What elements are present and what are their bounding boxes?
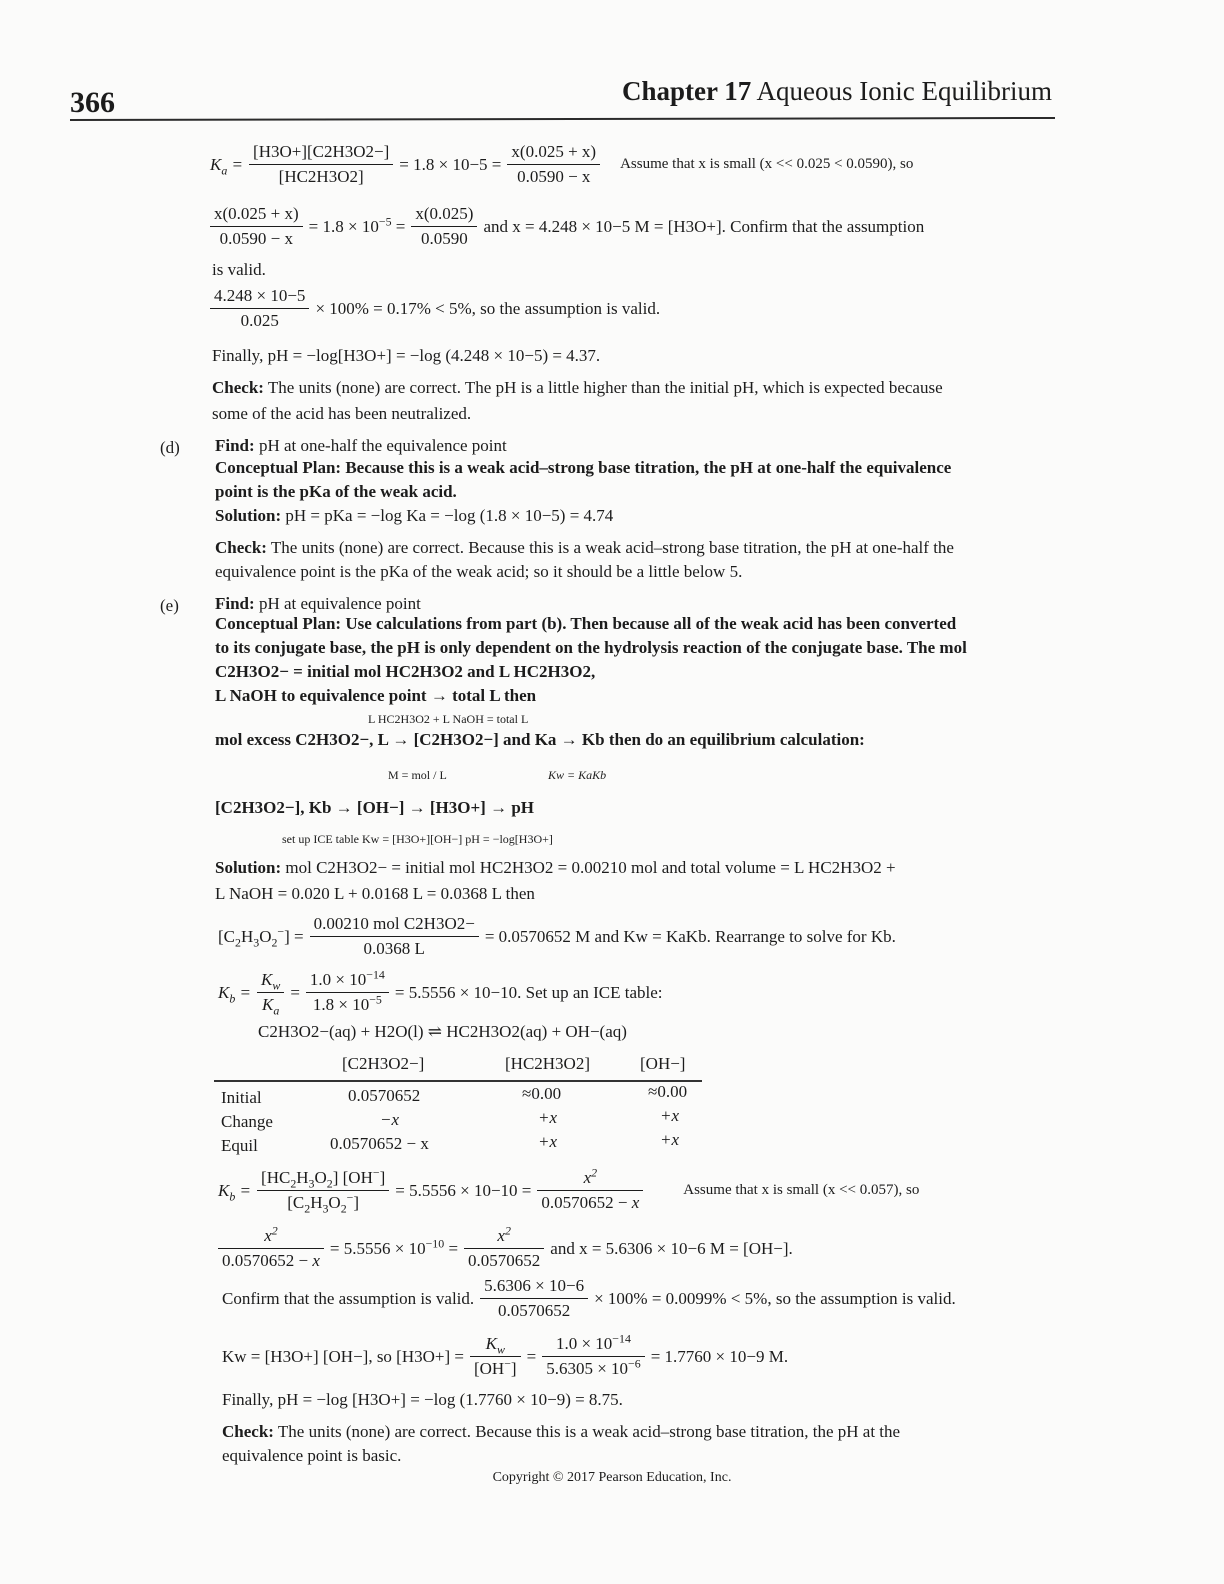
kb-simplified: $\frac{x^2}{0.0570652 - x}$ = $5.5556 \times 10^{-10}$ = $\frac{x^2}{0.0570652}$ and x = 5.6306 × 10−6 M = [OH−].: [218, 1226, 793, 1271]
check-e-line-2: equivalence point is basic.: [222, 1446, 402, 1465]
confirm-assumption-e: [222, 1276, 956, 1321]
plan-e-line-2: to its conjugate base, the pH is only dependent on the hydrolysis reaction of the conjugate base. The mol: [215, 638, 967, 657]
ice-header-acetic-acid: [HC2H3O2]: [505, 1054, 590, 1073]
is-valid-text: is valid.: [212, 260, 266, 279]
find-d: Find: pH at one-half the equivalence point: [215, 436, 507, 455]
plan-d-line-1: Conceptual Plan: Because this is a weak acid–strong base titration, the pH at one-half the equivalence: [215, 458, 952, 477]
ice-cell: +x: [660, 1130, 680, 1149]
ice-table-rule: [214, 1080, 702, 1082]
ka-equation: $K_a$ = $\frac{[H3O+][C2H3O2-]}{[HC2H3O2]}$ = 1.8 × 10−5 = $\frac{x(0.025 + x)}{0.0590 - x}$ Assume that x is small (x << 0.025 < 0.0590), so: [210, 142, 914, 186]
plan-e-note-2: set up ICE table Kw = [H3O+][OH−] pH = −log[H3O+]: [282, 832, 553, 846]
assumption-note-e: Assume that x is small (x << 0.057), so: [683, 1182, 920, 1198]
solution-e-line-1: Solution: mol C2H3O2− = initial mol HC2H3O2 = 0.00210 mol and total volume = L HC2H3O2 +: [215, 858, 896, 877]
chapter-label: Chapter 17: [622, 76, 752, 106]
check-c-line-1: Check: The units (none) are correct. The pH is a little higher than the initial pH, which is expected because: [212, 378, 943, 397]
conc-result: = 0.0570652 M and Kw = KaKb. Rearrange to solve for Kb.: [484, 926, 896, 946]
ice-cell: +x: [538, 1108, 558, 1127]
kb-expression: $K_b$ = $\frac{[HC_2H_3O_2] [OH^-]}{[C_2H_3O_2^-]}$ = 5.5556 × 10−10 = $\frac{x^2}{0.0570652 - x}$ Assume that x is small (x << 0.057), so: [218, 1165, 920, 1216]
ice-cell: ≈0.00: [522, 1084, 562, 1103]
check-result: × 100% = 0.17% < 5%, so the assumption is valid.: [315, 298, 661, 318]
part-d-label: (d): [160, 438, 180, 457]
part-e-label: (e): [160, 596, 179, 615]
check-denominator: 0.025: [240, 311, 279, 330]
confirm-label: Confirm that the assumption is valid.: [222, 1288, 475, 1308]
final-ph-e: Finally, pH = −log [H3O+] = −log (1.7760 × 10−9) = 8.75.: [222, 1390, 623, 1409]
ice-header-hydroxide: [OH−]: [640, 1054, 686, 1073]
x-result: and x = 4.248 × 10−5 M = [H3O+]. Confirm that the assumption: [483, 216, 925, 236]
kb-expr-result: = 5.5556 × 10−10 =: [395, 1180, 532, 1200]
check-d-line-1: Check: The units (none) are correct. Because this is a weak acid–strong base titration, the pH at one-half the: [215, 538, 954, 557]
find-e: Find: pH at equivalence point: [215, 594, 421, 613]
plan-d-line-2: point is the pKa of the weak acid.: [215, 482, 457, 501]
plan-e-note-kw: Kw = KaKb: [548, 768, 607, 782]
solution-e-line-2: L NaOH = 0.020 L + 0.0168 L = 0.0368 L then: [215, 884, 535, 903]
header-rule: [70, 117, 1055, 121]
ka-approx-numerator: x(0.025 + x): [507, 142, 600, 165]
ice-cell: +x: [660, 1106, 680, 1125]
plan-e-line-3: C2H3O2− = initial mol HC2H3O2 and L HC2H3O2,: [215, 662, 596, 681]
check-e-line-1: Check: The units (none) are correct. Because this is a weak acid–strong base titration, the pH at the: [222, 1422, 901, 1441]
kw-result: = 1.7760 × 10−9 M.: [650, 1346, 789, 1366]
plan-e-line-4: L NaOH to equivalence point → total L then: [215, 686, 537, 705]
confirm-numerator: 5.6306 × 10−6: [480, 1276, 588, 1299]
ice-cell: +x: [538, 1132, 558, 1151]
confirm-denominator: 0.0570652: [498, 1301, 571, 1320]
page-number: 366: [70, 86, 115, 119]
ice-cell: 0.0570652 − x: [330, 1134, 429, 1153]
approx-numerator-2: x(0.025 + x): [210, 204, 303, 227]
hydronium-equation: Kw = [H3O+] [OH−], so [H3O+] = $\frac{K_w}{[OH^-]}$ = $\frac{1.0 \times 10^{-14}}{5.6305 \times 10^{-6}}$ = 1.7760 × 10−9 M.: [222, 1331, 789, 1378]
hydrolysis-reaction: C2H3O2−(aq) + H2O(l) ⇌ HC2H3O2(aq) + OH−(aq): [258, 1022, 627, 1041]
chapter-heading: [622, 76, 1052, 107]
copyright-footer: Copyright © 2017 Pearson Education, Inc.: [492, 1470, 732, 1485]
simplified-denominator: 0.0590: [421, 229, 468, 248]
plan-e-line-6: [C2H3O2−], Kb → [OH−] → [H3O+] → pH: [215, 798, 534, 817]
ice-cell: ≈0.00: [648, 1082, 688, 1101]
solution-d: Solution: pH = pKa = −log Ka = −log (1.8 × 10−5) = 4.74: [215, 506, 614, 525]
ice-cell: 0.0570652: [348, 1086, 421, 1105]
conc-denominator: 0.0368 L: [363, 939, 425, 958]
kb-equation: $K_b$ = $\frac{K_w}{K_a}$ = $\frac{1.0 \times 10^{-14}}{1.8 \times 10^{-5}}$ = 5.5556 × 10−10. Set up an ICE table:: [218, 967, 663, 1018]
confirm-result: × 100% = 0.0099% < 5%, so the assumption is valid.: [594, 1288, 956, 1308]
kw-lead: Kw = [H3O+] [OH−], so [H3O+] =: [222, 1346, 464, 1366]
conc-numerator: 0.00210 mol C2H3O2−: [310, 914, 479, 937]
check-c-line-2: some of the acid has been neutralized.: [212, 404, 472, 423]
concentration-equation: $[C_2H_3O_2^-]$ = $\frac{\text{0.00210 mol C2H3O2−}}{0.0368 L}$ = 0.0570652 M and Kw = KaKb. Rearrange to solve for Kb.: [218, 914, 896, 958]
final-ph-c: Finally, pH = −log[H3O+] = −log (4.248 × 10−5) = 4.37.: [212, 346, 601, 365]
chapter-title: Aqueous Ionic Equilibrium: [756, 76, 1052, 106]
kb-result: = 5.5556 × 10−10. Set up an ICE table:: [394, 982, 663, 1002]
simplified-equation: $\frac{x(0.025 + x)}{0.0590 - x}$ = $1.8 \times 10^{-5}$ = $\frac{x(0.025)}{0.0590}$ and x = 4.248 × 10−5 M = [H3O+]. Confirm that the assumption: [210, 204, 924, 249]
plan-e-note-molarity: M = mol / L: [388, 768, 447, 782]
simplified-numerator: x(0.025): [411, 204, 477, 227]
ka-denominator: [HC2H3O2]: [278, 167, 364, 186]
plan-e-note-1: L HC2H3O2 + L NaOH = total L: [368, 712, 529, 726]
ka-approx-denominator: 0.0590 − x: [517, 167, 591, 186]
check-d-line-2: equivalence point is the pKa of the weak acid; so it should be a little below 5.: [215, 562, 743, 581]
ice-row-label: Initial: [221, 1088, 262, 1107]
assumption-note: Assume that x is small (x << 0.025 < 0.0590), so: [620, 156, 914, 172]
plan-e-line-5: mol excess C2H3O2−, L → [C2H3O2−] and Ka → Kb then do an equilibrium calculation:: [215, 730, 865, 749]
assumption-check: [210, 286, 660, 331]
approx-denominator-2: 0.0590 − x: [219, 229, 293, 248]
plan-e-line-1: Conceptual Plan: Use calculations from part (b). Then because all of the weak acid has been converted: [215, 614, 957, 633]
ice-row-label: Equil: [221, 1136, 258, 1155]
ka-numerator: [H3O+][C2H3O2−]: [249, 142, 393, 165]
ice-cell: −x: [380, 1110, 400, 1129]
solve-result: and x = 5.6306 × 10−6 M = [OH−].: [550, 1238, 793, 1258]
ka-value: = 1.8 × 10−5 =: [399, 154, 502, 174]
ice-row-label: Change: [221, 1112, 273, 1131]
ice-header-acetate: [C2H3O2−]: [342, 1054, 425, 1073]
check-numerator: 4.248 × 10−5: [210, 286, 309, 309]
